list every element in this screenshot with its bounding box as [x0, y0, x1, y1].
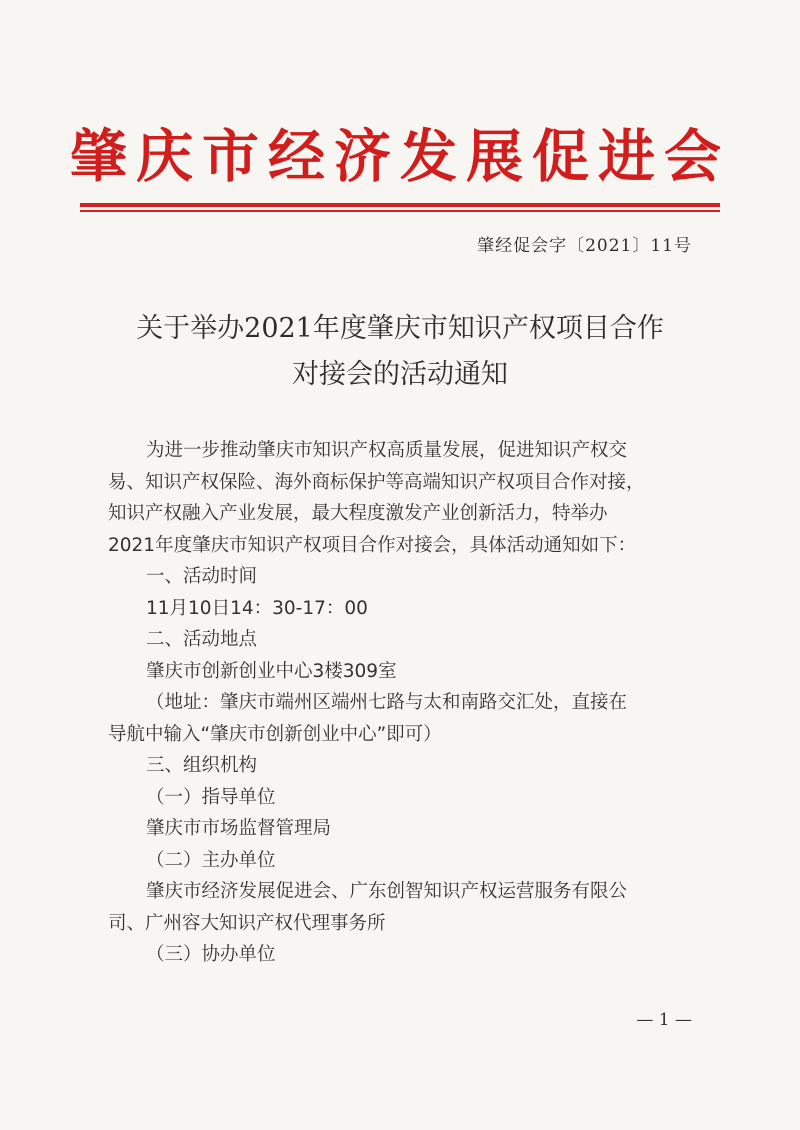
title-line-2: 对接会的活动通知 — [292, 359, 508, 390]
event-time: 11月10日14：30-17：00 — [146, 597, 368, 619]
organization-header: 肇庆市经济发展促进会 — [70, 124, 730, 190]
address-line: 导航中输入“肇庆市创新创业中心”即可） — [108, 723, 442, 745]
section-heading-time: 一、活动时间 — [146, 566, 258, 587]
subheading-guiding-unit: （一）指导单位 — [146, 786, 276, 808]
title-line-1: 关于举办2021年度肇庆市知识产权项目合作 — [136, 313, 664, 344]
host-units-line: 肇庆市经济发展促进会、广东创智知识产权运营服务有限公 — [146, 881, 628, 902]
document-body — [108, 435, 708, 971]
document-title — [80, 306, 720, 398]
section-heading-location: 二、活动地点 — [146, 629, 258, 650]
paragraph-line: 易、知识产权保险、海外商标保护等高端知识产权项目合作对接， — [108, 471, 645, 493]
paragraph-line: 知识产权融入产业发展，最大程度激发产业创新活力，特举办 — [108, 503, 608, 524]
host-units-line: 司、广州容大知识产权代理事务所 — [108, 912, 386, 934]
guiding-unit: 肇庆市市场监督管理局 — [146, 818, 332, 839]
paragraph-line: 2021年度肇庆市知识产权项目合作对接会，具体活动通知如下： — [108, 534, 637, 556]
section-heading-organization: 三、组织机构 — [146, 755, 258, 776]
paragraph-line: 为进一步推动肇庆市知识产权高质量发展，促进知识产权交 — [146, 440, 628, 461]
page-number: — 1 — — [636, 1010, 692, 1030]
subheading-host-unit: （二）主办单位 — [146, 849, 276, 871]
document-number: 肇经促会字〔2021〕11号 — [477, 236, 692, 256]
address-line: （地址：肇庆市端州区端州七路与太和南路交汇处，直接在 — [146, 692, 628, 713]
header-divider-thick — [80, 203, 720, 207]
event-location: 肇庆市创新创业中心3楼309室 — [146, 660, 397, 682]
header-divider-thin — [80, 210, 720, 212]
subheading-co-organizer: （三）协办单位 — [146, 944, 276, 965]
